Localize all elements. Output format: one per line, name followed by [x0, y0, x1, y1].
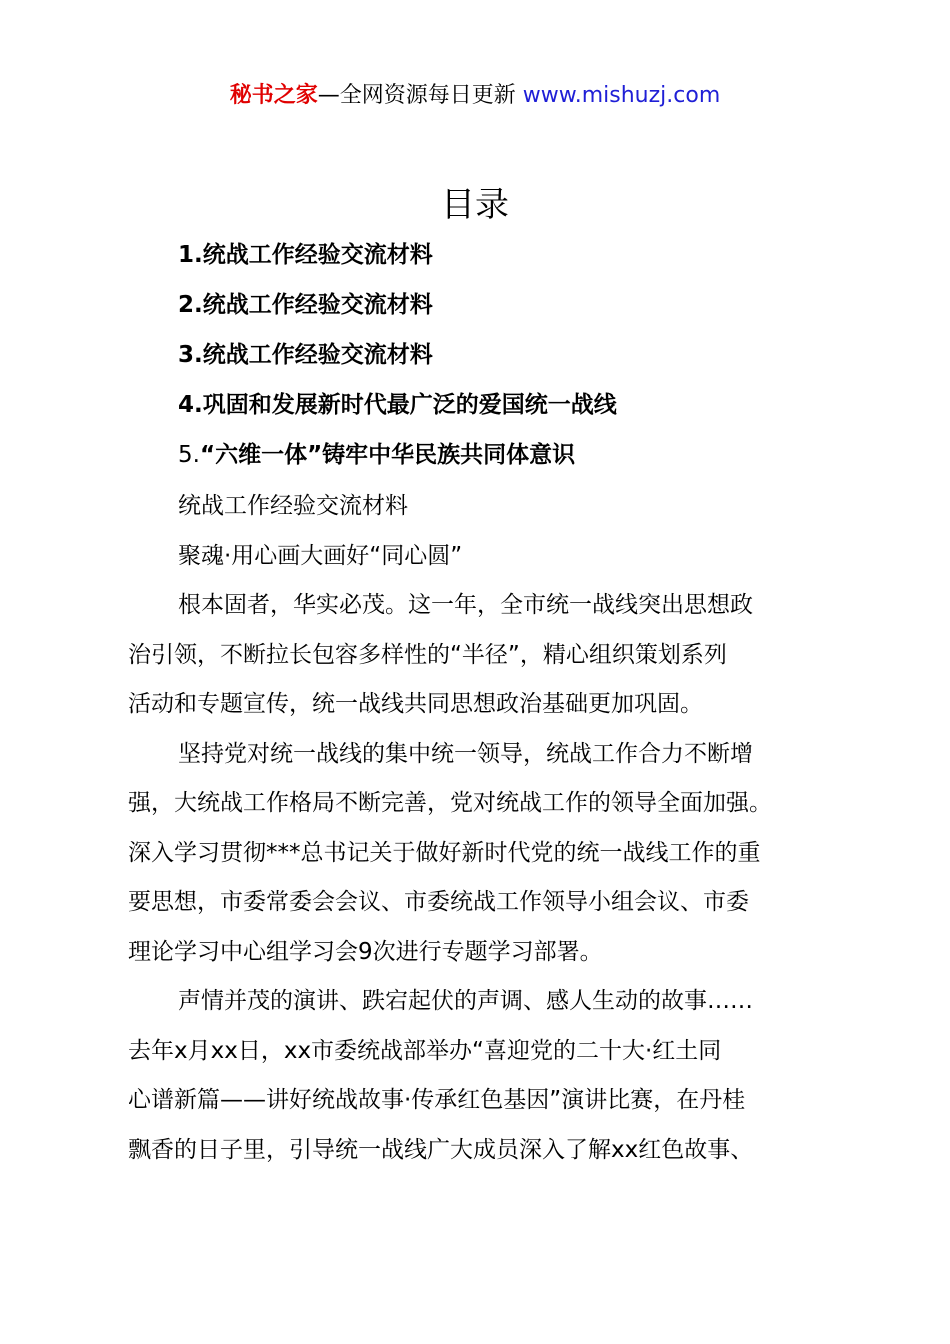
- brand-name: 秘书之家: [229, 83, 318, 108]
- toc-item-2[interactable]: [178, 282, 878, 332]
- toc-item-text: 统战工作经验交流材料: [202, 292, 433, 318]
- paragraph-line: 飘香的日子里，引导统一战线广大成员深入了解xx红色故事、: [128, 1136, 754, 1163]
- paragraph-line: 要思想，市委常委会会议、市委统战工作领导小组会议、市委: [128, 889, 749, 915]
- toc-item-text: 统战工作经验交流材料: [202, 242, 433, 268]
- paragraph-1: [128, 581, 838, 730]
- paragraph-line: 根本固者，华实必茂。这一年，全市统一战线突出思想政: [178, 592, 753, 618]
- toc-item-3[interactable]: [178, 332, 878, 382]
- toc-item-number: 3.: [178, 342, 203, 368]
- paragraph-3: [128, 977, 838, 1175]
- paragraph-2: [128, 730, 838, 978]
- paragraph-line: 活动和专题宣传，统一战线共同思想政治基础更加巩固。: [128, 691, 703, 717]
- paragraph-line: 坚持党对统一战线的集中统一领导，统战工作合力不断增: [178, 740, 753, 767]
- paragraph-line: 理论学习中心组学习会9次进行专题学习部署。: [128, 938, 603, 965]
- toc-item-text: 统战工作经验交流材料: [202, 342, 433, 368]
- toc-item-number: 2.: [178, 292, 203, 318]
- toc-item-5[interactable]: [178, 432, 878, 482]
- paragraph-line: 深入学习贯彻***总书记关于做好新时代党的统一战线工作的重: [128, 839, 761, 866]
- header-tagline: —全网资源每日更新: [317, 83, 516, 108]
- toc-item-1[interactable]: [178, 232, 878, 282]
- article-body: [128, 482, 838, 1175]
- paragraph-line: 去年x月xx日，xx市委统战部举办“喜迎党的二十大·红土同: [128, 1037, 722, 1064]
- paragraph-line: 治引领，不断拉长包容多样性的“半径”，精心组织策划系列: [128, 641, 727, 668]
- paragraph-line: 心谱新篇——讲好统战故事·传承红色基因”演讲比赛，在丹桂: [128, 1087, 746, 1113]
- toc-item-text: “六维一体”铸牢中华民族共同体意识: [199, 442, 576, 468]
- toc-item-number: 4.: [178, 392, 203, 418]
- paragraph-line: 强，大统战工作格局不断完善，党对统战工作的领导全面加强。: [128, 790, 772, 816]
- toc-item-4[interactable]: [178, 382, 878, 432]
- toc-item-text: 巩固和发展新时代最广泛的爱国统一战线: [202, 392, 617, 418]
- toc-item-number: 5.: [178, 442, 200, 468]
- article-heading: 统战工作经验交流材料: [178, 493, 408, 519]
- page-title: 目录: [441, 185, 509, 225]
- site-header: [0, 80, 950, 112]
- site-url-link[interactable]: www.mishuzj.com: [522, 83, 721, 108]
- table-of-contents: [178, 232, 878, 482]
- article-subheading: 聚魂·用心画大画好“同心圆”: [178, 542, 463, 569]
- paragraph-line: 声情并茂的演讲、跌宕起伏的声调、感人生动的故事……: [178, 988, 753, 1014]
- toc-item-number: 1.: [178, 242, 203, 268]
